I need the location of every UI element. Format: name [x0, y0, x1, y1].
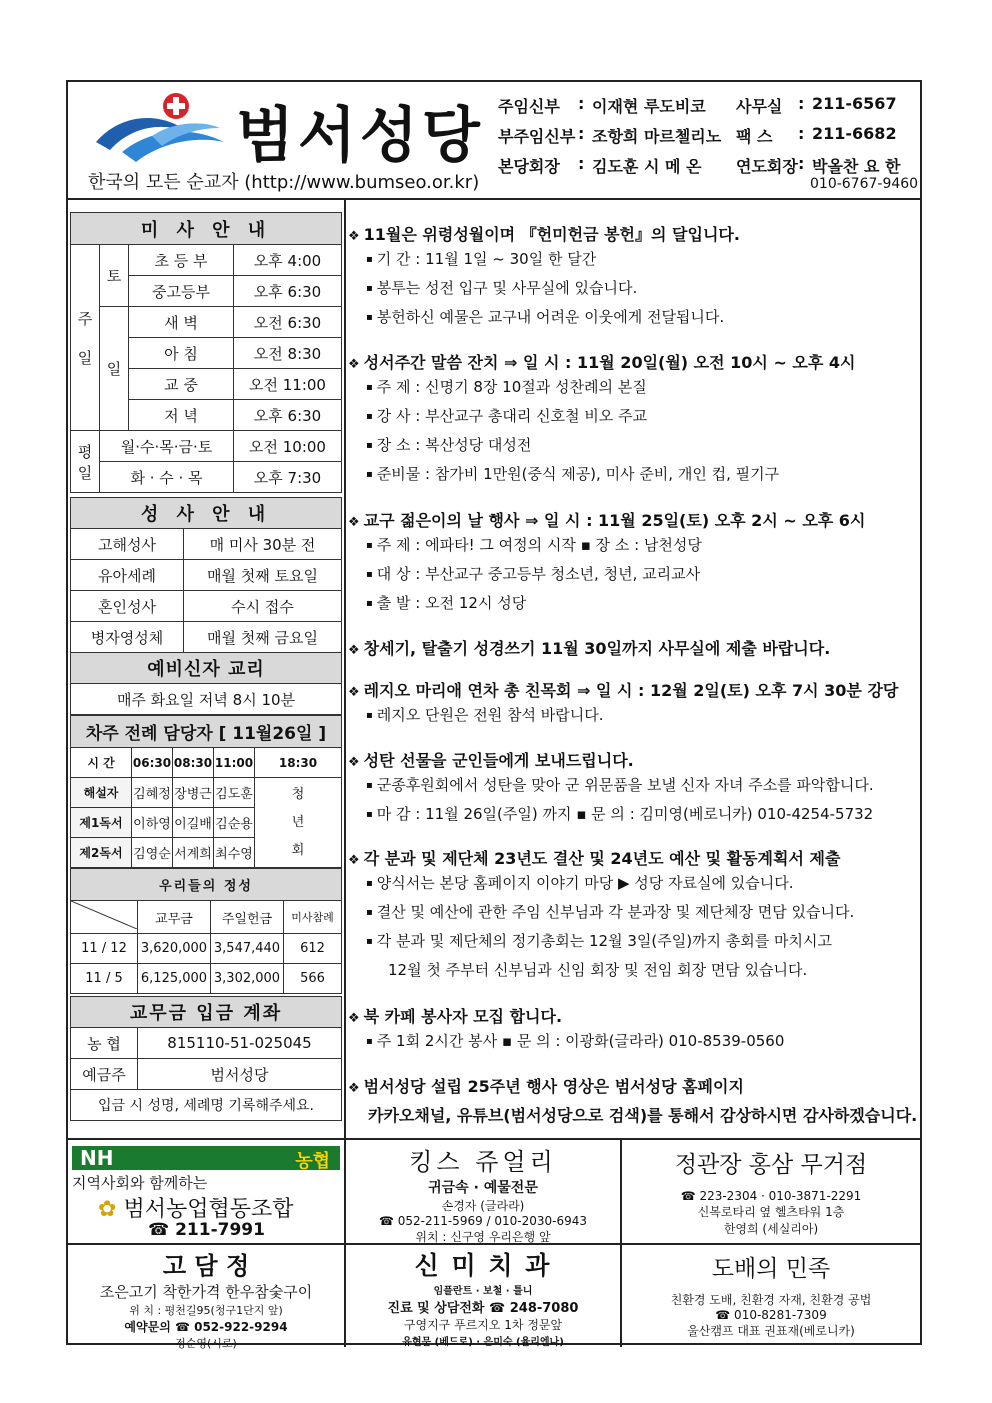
diamond-bullet-icon: ❖ — [348, 357, 360, 372]
diamond-bullet-icon: ❖ — [348, 755, 360, 770]
ad-sinmi — [346, 1246, 620, 1348]
rite-name: 혼인성사 — [71, 591, 184, 622]
notice-item — [348, 508, 920, 618]
offerings-table — [70, 868, 342, 994]
godam-location: 위 치 : 평천길95(청구1단지 앞) — [129, 1304, 283, 1317]
liturgy-team-table — [70, 715, 342, 868]
offer-value: 3,620,000 — [138, 934, 211, 964]
dobae-desc: 친환경 도배, 친환경 자재, 친환경 공법 — [670, 1293, 872, 1307]
nh-bank-text: 농협 — [295, 1151, 330, 1172]
offer-header: 미사참례 — [284, 901, 342, 934]
offer-header: 주일헌금 — [211, 901, 284, 934]
offer-value: 3,547,440 — [211, 934, 284, 964]
account-note: 입금 시 성명, 세례명 기록해주세요. — [71, 1090, 342, 1121]
staff-sep: : — [578, 94, 585, 113]
nh-logo-text: NH — [80, 1146, 114, 1170]
staff-label: 팩 스 — [736, 127, 773, 146]
notice-sub: 봉헌하신 예물은 교구내 어려운 이웃에게 전달됩니다. — [376, 308, 725, 326]
kings-phone: ☎ 052-211-5969 / 010-2030-6943 — [378, 1214, 588, 1228]
rite-name: 병자영성체 — [71, 622, 184, 653]
staff-phone: 010-6767-9460 — [810, 176, 919, 192]
column-divider — [344, 198, 346, 1138]
role-label: 해설자 — [71, 778, 132, 808]
square-bullet-icon: ▪ — [366, 907, 373, 918]
notice-sub: 주 제 : 에파타! 그 여정의 시작 ▪ 장 소 : 남천성당 — [376, 536, 702, 554]
notice-sub: 출 발 : 오전 12시 성당 — [376, 594, 527, 612]
team-name: 김순용 — [214, 808, 255, 838]
staff-value: 박올찬 요 한 — [812, 157, 901, 176]
notice-sub: 장 소 : 복산성당 대성전 — [376, 436, 532, 454]
mass-time: 오전 11:00 — [234, 369, 342, 400]
offer-date: 11 / 5 — [71, 964, 138, 994]
rite-name: 유아세례 — [71, 560, 184, 591]
team-name: 이길배 — [173, 808, 214, 838]
staff-value: 이재현 루도비코 — [592, 97, 706, 116]
notice-sub: 양식서는 본당 홈페이지 이야기 마당 ▶ 성당 자료실에 있습니다. — [376, 874, 794, 892]
diamond-bullet-icon: ❖ — [348, 1081, 360, 1096]
offerings-title: 우리들의 정성 — [71, 869, 342, 901]
header — [68, 82, 920, 200]
dobae-phone: ☎ 010-8281-7309 — [715, 1308, 827, 1322]
jung-owner: 한영희 (세실리아) — [723, 1222, 819, 1236]
notice-head-cont: 카카오채널, 유튜브(범서성당으로 검색)를 통해서 감상하시면 감사하겠습니다. — [368, 1106, 918, 1125]
ad-kings — [346, 1142, 620, 1245]
role-label: 제1독서 — [71, 808, 132, 838]
square-bullet-icon: ▪ — [366, 254, 373, 265]
team-name: 장병근 — [173, 778, 214, 808]
church-name: 범서성당 — [236, 101, 484, 171]
rite-value: 매월 첫째 토요일 — [184, 560, 342, 591]
sinmi-name: 신 미 치 과 — [414, 1251, 552, 1280]
team-name: 김혜정 — [132, 778, 173, 808]
sinmi-location: 구영지구 푸르지오 1차 정문앞 — [403, 1318, 563, 1332]
godam-owner: 정순영(시로) — [175, 1337, 237, 1350]
team-name: 김영순 — [132, 838, 173, 868]
catechumen-title: 예비신자 교리 — [71, 653, 342, 684]
tagline: 한국의 모든 순교자 (http://www.bumseo.or.kr) — [88, 172, 480, 193]
godam-phone: 예약문의 ☎ 052-922-9294 — [124, 1320, 288, 1334]
diamond-bullet-icon: ❖ — [348, 515, 360, 530]
mass-name: 교 중 — [129, 369, 234, 400]
square-bullet-icon: ▪ — [366, 382, 373, 393]
notice-head: 각 분과 및 제단체 23년도 결산 및 24년도 예산 및 활동계획서 제출 — [363, 849, 841, 868]
staff-sep: : — [578, 124, 585, 143]
staff-label: 본당회장 — [498, 157, 560, 176]
kings-location: 위치 : 신구영 우리은행 앞 — [415, 1230, 551, 1244]
saturday-label: 토 — [100, 245, 129, 307]
notice-head: 레지오 마리애 연차 총 친목회 ⇒ 일 시 : 12월 2일(토) 오후 7시 30분 강당 — [363, 681, 899, 700]
staff-label: 연도회장 — [736, 157, 798, 176]
weekday-label: 평 일 — [71, 431, 100, 493]
notice-head: 교구 젊은이의 날 행사 ⇒ 일 시 : 11월 25일(토) 오후 2시 ~ 오후 6시 — [363, 511, 866, 530]
square-bullet-icon: ▪ — [366, 540, 373, 551]
square-bullet-icon: ▪ — [366, 411, 373, 422]
diamond-bullet-icon: ❖ — [348, 643, 360, 658]
notice-item — [348, 1074, 920, 1126]
square-bullet-icon: ▪ — [366, 312, 373, 323]
nh-name-text: 범서농업협동조합 — [123, 1197, 294, 1222]
role-label: 제2독서 — [71, 838, 132, 868]
mass-title: 미 사 안 내 — [71, 213, 342, 245]
diagonal-line-icon — [71, 901, 137, 929]
square-bullet-icon: ▪ — [366, 710, 373, 721]
team-name: 김도훈 — [214, 778, 255, 808]
kings-name: 킹스 쥬얼리 — [409, 1148, 557, 1176]
ad-dobae — [622, 1250, 920, 1339]
staff-value: 211-6682 — [812, 124, 897, 143]
staff-value: 조항희 마르첼리노 — [592, 127, 722, 146]
team-name: 최수영 — [214, 838, 255, 868]
sunday-label: 주 일 — [71, 245, 100, 431]
rite-value: 수시 접수 — [184, 591, 342, 622]
godam-desc: 조은고기 착한가격 한우참숯구이 — [99, 1283, 313, 1301]
sinmi-sub: 임플란트 · 보철 · 틀니 — [433, 1286, 533, 1297]
kings-sub: 귀금속 · 예물전문 — [428, 1180, 538, 1196]
diagonal-cell — [71, 901, 138, 934]
square-bullet-icon: ▪ — [366, 283, 373, 294]
notice-head: 11월은 위령성월이며 『헌미헌금 봉헌』의 달입니다. — [363, 225, 740, 244]
nh-name — [98, 1192, 293, 1223]
mass-time: 오전 10:00 — [234, 431, 342, 462]
mass-name: 새 벽 — [129, 307, 234, 338]
ad-nh — [68, 1140, 344, 1243]
rites-table — [70, 497, 342, 715]
notice-head: 성서주간 말씀 잔치 ⇒ 일 시 : 11월 20일(월) 오전 10시 ~ 오후 4시 — [363, 353, 856, 372]
jung-location: 신복로타리 옆 헬츠타워 1층 — [697, 1205, 845, 1219]
kings-owner: 손경자 (글라라) — [441, 1199, 525, 1213]
mass-name: 화 · 수 · 목 — [100, 462, 234, 493]
notice-sub: 주 제 : 신명기 8장 10절과 성찬례의 본질 — [376, 378, 647, 396]
time-label: 시 간 — [71, 748, 132, 778]
square-bullet-icon: ▪ — [366, 936, 373, 947]
notice-head: 창세기, 탈출기 성경쓰기 11월 30일까지 사무실에 제출 바랍니다. — [363, 639, 831, 658]
notice-sub: 12월 첫 주부터 신부님과 신임 회장 및 전임 회장 면담 있습니다. — [388, 961, 808, 979]
mass-name: 아 침 — [129, 338, 234, 369]
sinmi-phone: 진료 및 상담전화 ☎ 248-7080 — [387, 1301, 579, 1316]
staff-label: 사무실 — [736, 97, 783, 116]
offer-value: 612 — [284, 934, 342, 964]
notice-sub: 봉투는 성전 입구 및 사무실에 있습니다. — [376, 279, 638, 297]
catechumen-text: 매주 화요일 저녁 8시 10분 — [71, 684, 342, 715]
account-title: 교무금 입금 계좌 — [71, 997, 342, 1028]
nh-phone: ☎ 211-7991 — [148, 1220, 265, 1240]
time-cell: 08:30 — [173, 748, 214, 778]
notice-item — [348, 350, 920, 489]
offer-date: 11 / 12 — [71, 934, 138, 964]
mass-time: 오전 8:30 — [234, 338, 342, 369]
notice-sub: 대 상 : 부산교구 중고등부 청소년, 청년, 교리교사 — [376, 565, 701, 583]
staff-sep: : — [798, 154, 805, 173]
time-cell: 11:00 — [214, 748, 255, 778]
notice-sub: 기 간 : 11월 1일 ~ 30일 한 달간 — [376, 250, 597, 268]
offer-value: 566 — [284, 964, 342, 994]
left-column — [70, 212, 342, 1121]
diamond-bullet-icon: ❖ — [348, 853, 360, 868]
bank-number: 815110-51-025045 — [138, 1028, 342, 1059]
diamond-bullet-icon: ❖ — [348, 1011, 360, 1026]
dobae-name: 도배의 민족 — [711, 1256, 831, 1282]
bank-label: 농 협 — [71, 1028, 138, 1059]
ads-section — [68, 1138, 920, 1350]
staff-sep: : — [798, 124, 805, 143]
notice-sub: 레지오 단원은 전원 참석 바랍니다. — [376, 706, 604, 724]
diamond-bullet-icon: ❖ — [348, 229, 360, 244]
rite-name: 고해성사 — [71, 529, 184, 560]
staff-label: 주임신부 — [498, 97, 560, 116]
mass-name: 저 녁 — [129, 400, 234, 431]
notice-head: 범서성당 설립 25주년 행사 영상은 범서성당 홈페이지 — [363, 1077, 744, 1096]
square-bullet-icon: ▪ — [366, 469, 373, 480]
notice-sub: 군종후원회에서 성탄을 맞아 군 위문품을 보낼 신자 자녀 주소를 파악합니다. — [376, 776, 874, 794]
rite-value: 매월 첫째 금요일 — [184, 622, 342, 653]
notice-item — [348, 678, 920, 730]
offer-value: 3,302,000 — [211, 964, 284, 994]
day-label: 일 — [100, 307, 129, 431]
mass-time: 오후 6:30 — [234, 276, 342, 307]
notice-head: 성탄 선물을 군인들에게 보내드립니다. — [363, 751, 634, 770]
square-bullet-icon: ▪ — [366, 878, 373, 889]
mass-time: 오후 6:30 — [234, 400, 342, 431]
ad-godam — [68, 1246, 344, 1351]
account-table — [70, 996, 342, 1121]
notice-sub: 결산 및 예산에 관한 주임 신부님과 각 분과장 및 제단체장 면담 있습니다. — [376, 903, 855, 921]
notice-sub: 준비물 : 참가비 1만원(중식 제공), 미사 준비, 개인 컵, 필기구 — [376, 465, 780, 483]
jung-phone: ☎ 223-2304 · 010-3871-2291 — [680, 1189, 862, 1203]
square-bullet-icon: ▪ — [366, 440, 373, 451]
rite-value: 매 미사 30분 전 — [184, 529, 342, 560]
square-bullet-icon: ▪ — [366, 569, 373, 580]
mass-time: 오전 6:30 — [234, 307, 342, 338]
diamond-bullet-icon: ❖ — [348, 685, 360, 700]
rites-title: 성 사 안 내 — [71, 498, 342, 529]
square-bullet-icon: ▪ — [366, 1036, 373, 1047]
mass-time: 오후 7:30 — [234, 462, 342, 493]
staff-sep: : — [578, 154, 585, 173]
staff-label: 부주임신부 — [498, 127, 576, 146]
notice-item — [348, 846, 920, 985]
mass-name: 중고등부 — [129, 276, 234, 307]
notice-sub: 주 1회 2시간 봉사 ▪ 문 의 : 이광화(글라라) 010-8539-0560 — [376, 1032, 785, 1050]
nh-bar — [72, 1146, 340, 1170]
staff-value: 김도훈 시 메 온 — [592, 157, 702, 176]
team-name: 서계희 — [173, 838, 214, 868]
church-logo-icon — [92, 92, 228, 166]
ad-jung — [622, 1146, 920, 1237]
holder-value: 범서성당 — [138, 1059, 342, 1090]
time-cell: 06:30 — [132, 748, 173, 778]
notice-item — [348, 1004, 920, 1056]
sinmi-doctors: 유현문 (베드로) · 은미숙 (율리엔나) — [402, 1337, 564, 1348]
bulletin-page — [66, 80, 922, 1350]
godam-name: 고 담 정 — [162, 1251, 250, 1280]
offer-value: 6,125,000 — [138, 964, 211, 994]
mass-name: 월·수·목·금·토 — [100, 431, 234, 462]
square-bullet-icon: ▪ — [366, 780, 373, 791]
staff-sep: : — [798, 94, 805, 113]
team-title: 차주 전례 담당자 [ 11월26일 ] — [71, 716, 342, 748]
notice-head: 북 카페 봉사자 모집 합니다. — [363, 1007, 563, 1026]
dobae-owner: 울산캠프 대표 권표재(베로니카) — [687, 1324, 855, 1338]
staff-value: 211-6567 — [812, 94, 897, 113]
mass-time: 오후 4:00 — [234, 245, 342, 276]
youth-group: 청 년 회 — [255, 778, 342, 868]
notice-sub: 각 분과 및 제단체의 정기총회는 12월 3일(주일)까지 총회를 마치시고 — [376, 932, 833, 950]
team-name: 이하영 — [132, 808, 173, 838]
notice-item — [348, 222, 920, 332]
holder-label: 예금주 — [71, 1059, 138, 1090]
notice-sub: 강 사 : 부산교구 총대리 신호철 비오 주교 — [376, 407, 648, 425]
square-bullet-icon: ▪ — [366, 598, 373, 609]
time-cell: 18:30 — [255, 748, 342, 778]
notice-item — [348, 748, 920, 829]
mass-name: 초 등 부 — [129, 245, 234, 276]
square-bullet-icon: ▪ — [366, 809, 373, 820]
offer-header: 교무금 — [138, 901, 211, 934]
notice-item — [348, 636, 920, 659]
nh-slogan: 지역사회와 함께하는 — [72, 1174, 208, 1192]
notice-sub: 마 감 : 11월 26일(주일) 까지 ▪ 문 의 : 김미영(베로니카) 010-4254-5732 — [376, 805, 874, 823]
nh-leaf-icon: ✿ — [98, 1197, 124, 1222]
mass-table — [70, 212, 342, 493]
jung-name: 정관장 홍삼 무거점 — [674, 1152, 868, 1178]
